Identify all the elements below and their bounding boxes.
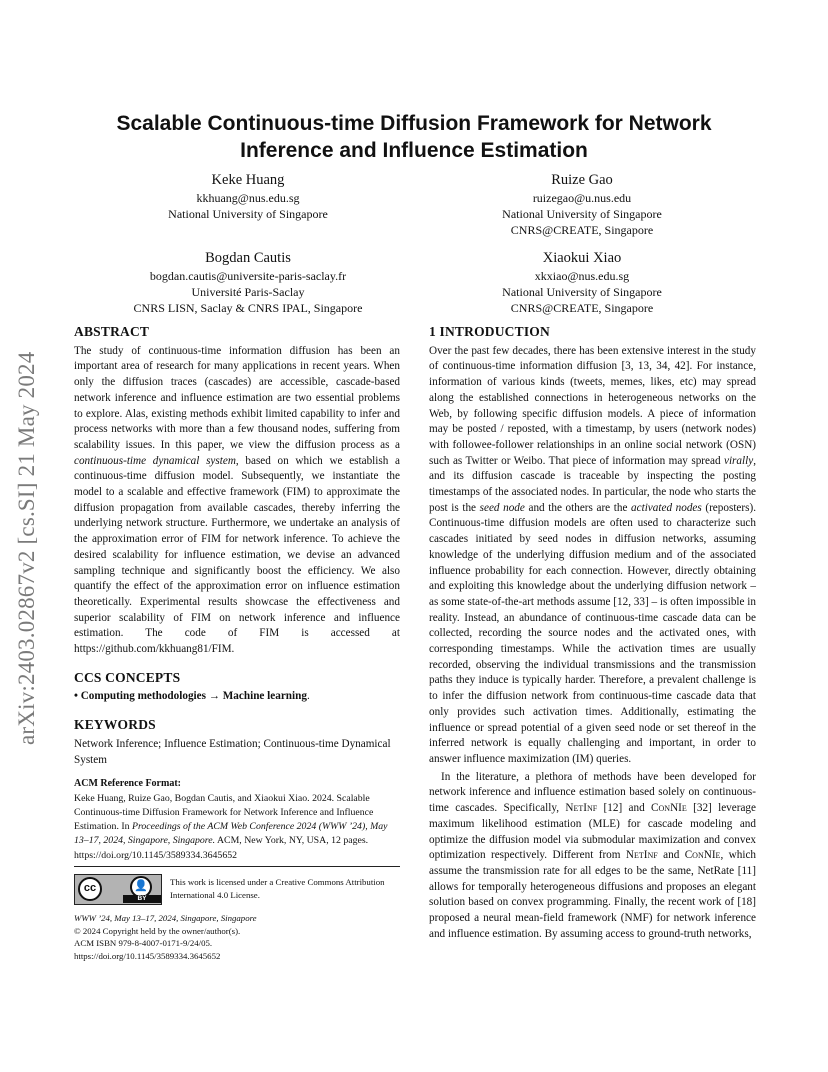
intro-paragraph-2: In the literature, a plethora of methods have been developed for network inference and influence estimation based solely on continuous-time cascades. Specifically, NetInf [12] and ConNIe [32] leverage maximum likelihood estimation (MLE) for cascade modeling and optimize the diffusion model via submodular maximization and convex optimization respectively. Different from NetInf and ConNIe, which assume the transmission rate for all edges to be the same, NetRate [11] allows for temporally heterogeneous diffusions and proposes an elegant solution based on convex programming. Finally, the recent work of [18] proposed a neural mean-field framework (NMF) for network inference and influence estimation. By assuming access to ground-truth networks, [429, 770, 756, 940]
author-affiliation: Université Paris-Saclay [191, 285, 305, 299]
ccs-heading: CCS CONCEPTS [74, 669, 181, 685]
author-affiliation: CNRS@CREATE, Singapore [510, 301, 654, 315]
abstract-heading: ABSTRACT [74, 324, 150, 339]
footer [74, 912, 404, 962]
person-icon: 👤 [130, 876, 152, 898]
acm-reference-text: Keke Huang, Ruize Gao, Bogdan Cautis, and Xiaokui Xiao. 2024. Scalable Continuous-time Diffusion Framework for Network Inference and Influence Estimation. In Proceedings of the ACM Web Conference 2024 (WWW ’24), May 13–17, 2024, Singapore, Singapore. ACM, New York, NY, USA, 12 pages. https://doi.org/10.1145/3589334.3645652 [74, 792, 388, 861]
license-divider [74, 866, 400, 867]
acm-reference [74, 777, 400, 863]
ccs-item: • Computing methodologies → Machine learning. [74, 690, 310, 703]
paper-title [60, 110, 768, 164]
keywords-text: Network Inference; Influence Estimation; Continuous-time Dynamical System [74, 737, 391, 766]
author-name: Ruize Gao [551, 172, 613, 188]
paper-title-line-2: Inference and Influence Estimation [240, 139, 588, 162]
author-name: Keke Huang [211, 172, 285, 188]
author-affiliation: National University of Singapore [502, 207, 662, 221]
author-email: xkxiao@nus.edu.sg [534, 269, 630, 283]
cc-icon: cc [78, 877, 102, 901]
author-name: Xiaokui Xiao [542, 250, 622, 266]
keywords-heading: KEYWORDS [74, 717, 156, 733]
license-text: This work is licensed under a Creative Commons Attribution International 4.0 License. [170, 877, 385, 900]
author-affiliation: National University of Singapore [502, 285, 662, 299]
author-block-1 [90, 170, 406, 222]
author-email: kkhuang@nus.edu.sg [196, 191, 300, 205]
author-block-3 [90, 248, 406, 316]
isbn-line: ACM ISBN 979-8-4007-0171-9/24/05. [74, 938, 213, 948]
author-block-2 [424, 170, 740, 238]
intro-paragraph-1: Over the past few decades, there has been extensive interest in the study of continuous-time information diffusion [3, 13, 34, 42]. For instance, information of various kinds (tweets, memes, likes, etc) may spread along the established connections in heterogeneous networks on the Web, by following specific diffusion models. A piece of information may be posted / reposted, with a timestamp, by users (network nodes) with followee-follower relationships in an online social network (OSN) such as Twitter or Weibo. That piece of information may spread virally, and its diffusion cascade is traceable by inspecting the posting timestamps of the associated nodes. In particular, the node who starts the post is the seed node and the others are the activated nodes (reposters). Continuous-time diffusion models are often used to characterize such cascades initiated by seed nodes in diffusion networks, assuming knowledge of the underlying diffusion medium and of the associated influence probability for each connection. However, directly obtaining and exploiting this knowledge about the underlying diffusion network – as some state-of-the-art methods assume [12, 33] – is often impossible in reality. Instead, an abundance of continuous-time cascade data can be collected, recording the source nodes and the activated ones, with corresponding timestamps. While the activation times are usually recorded, observing the individual transmissions and the transmission paths they induce is typically harder. Therefore, a prevalent challenge is to infer the diffusion network from continuous-time cascade data that only provides such activation times. Additionally, estimating the influence or spread potential of a given seed node or set thereof in the inferred network is equally challenging and important, in order to answer influence maximization (IM) queries. [429, 344, 756, 765]
acm-reference-heading: ACM Reference Format: [74, 778, 181, 790]
paper-title-line-1: Scalable Continuous-time Diffusion Framework for Network [116, 112, 712, 135]
abstract-text: The study of continuous-time information diffusion has been an important area of research for many applications in recent years. When only the diffusion traces (cascades) are accessible, cascade-based network inference and influence estimation are two essential problems to explore. Alas, existing methods exhibit limited capability to infer and process networks with more than a few thousand nodes, suffering from scalability issues. In this paper, we view the diffusion process as a continuous-time dynamical system, based on which we establish a continuous-time diffusion model. Subsequently, we instantiate the model to a scalable and effective framework (FIM) to approximate the diffusion propagation from available cascades, thereby inferring the underlying network structure. Furthermore, we undertake an analysis of the approximation error of FIM for network inference. To achieve the desired scalability for influence estimation, we devise an advanced sampling technique and significantly boost the efficiency. We also quantify the effect of the approximation error on influence estimation theoretically. Experimental results showcase the effectiveness and superior scalability of FIM on network inference and influence estimation. The code of FIM is accessed at https://github.com/kkhuang81/FIM. [74, 344, 401, 656]
creative-commons-badge [74, 874, 162, 905]
author-name: Bogdan Cautis [205, 250, 291, 266]
copyright-line: © 2024 Copyright held by the owner/author(s). [74, 925, 241, 936]
author-affiliation: National University of Singapore [168, 207, 328, 221]
author-email: bogdan.cautis@universite-paris-saclay.fr [149, 269, 347, 283]
arxiv-identifier: arXiv:2403.02867v2 [cs.SI] 21 May 2024 [14, 351, 39, 745]
introduction-heading: 1 INTRODUCTION [429, 324, 550, 339]
right-column [429, 324, 756, 942]
left-column [74, 324, 400, 863]
doi-line: https://doi.org/10.1145/3589334.3645652 [74, 950, 221, 961]
author-email: ruizegao@u.nus.edu [532, 191, 632, 205]
author-affiliation: CNRS@CREATE, Singapore [510, 223, 654, 237]
author-affiliation: CNRS LISN, Saclay & CNRS IPAL, Singapore [133, 301, 363, 315]
venue-line: WWW ’24, May 13–17, 2024, Singapore, Singapore [74, 913, 257, 923]
author-block-4 [424, 248, 740, 316]
by-label: BY [123, 895, 161, 903]
